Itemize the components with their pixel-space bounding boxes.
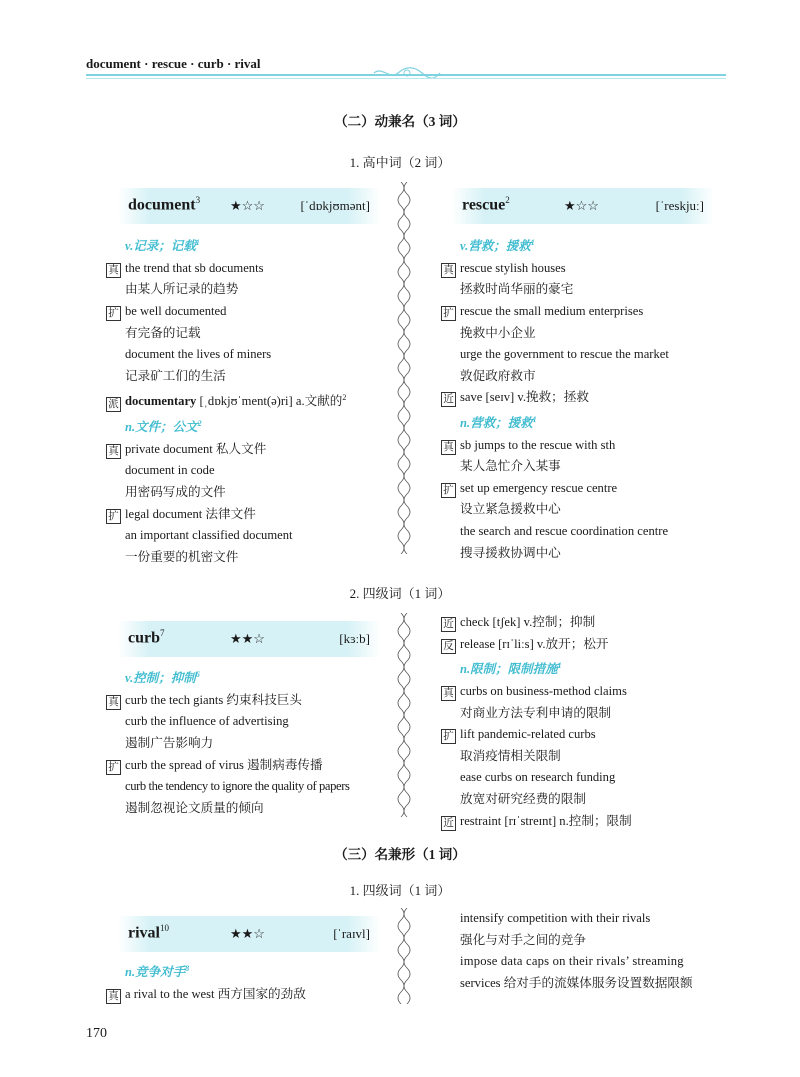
tag-kuo: 扩 [106,760,121,775]
header-rule-thin [86,78,726,79]
headword: curb$^7$ [128,628,165,647]
star-rating: ★★☆ [230,631,265,646]
document-body: v.记录；记载$^1$ 真 the trend that sb documents 由某人所记录的趋势 扩 be well documented 有完备的记载 document the lives of miners 记录矿工们的生活 派 documentary [ˌdɒkjʊˈment(ə)ri] a.文献的$^2$ n.文件；公文$^2$ 真 private document 私人文件 document in code 用密码写成的文件 扩 legal document 法律文件 an important classified document 一份重要的机密文件 [106,232,396,568]
running-header: document · rescue · curb · rival [86,56,261,71]
entry-card-document [118,188,380,224]
sense: n.营救；援救$^1$ [460,414,537,431]
tag-kuo: 扩 [441,729,456,744]
sense: v.营救；援救$^1$ [460,238,535,254]
star-rating: ★☆☆ [230,198,265,213]
tag-kuo: 扩 [441,483,456,498]
tag-pai: 派 [106,397,121,412]
tag-jin: 近 [441,617,456,632]
sense: n.文件；公文$^2$ [125,419,202,435]
phonetic: [ˈdɒkjʊmənt] [300,198,370,213]
star-rating: ★★☆ [230,926,265,941]
section-title-noun-adj: （三）名兼形（1 词） [334,847,466,862]
tag-fan: 反 [441,639,456,654]
rescue-body: v.营救；援救$^1$ 真 rescue stylish houses 拯救时尚华丽的豪宅 扩 rescue the small medium enterprises 挽救中小企业 urge the government to rescue the market 敦促政府救市 近 save [seɪv] v.挽救；拯救 n.营救；援救$^1$ 真 sb jumps to the rescue with sth 某人急忙介入某事 扩 set up emergency rescue centre 设立紧急援救中心 the search and rescue coordination centre 搜寻援救协调中心 [441,232,741,564]
tag-zhen: 真 [106,444,121,459]
header-rule [86,74,726,76]
tag-jin: 近 [441,392,456,407]
tag-kuo: 扩 [106,509,121,524]
tag-jin: 近 [441,816,456,831]
sense: v.记录；记载$^1$ [125,238,200,254]
page-number: 170 [86,1026,107,1041]
entry-card-rival [118,916,380,952]
tag-zhen: 真 [441,263,456,278]
sense: n.竞争对手$^8$ [125,964,190,980]
headword: document$^3$ [128,195,201,214]
sense: v.控制；抑制$^6$ [125,670,200,686]
header-ornament-icon [372,64,442,82]
phonetic: [ˈreskjuː] [655,198,704,213]
tag-zhen: 真 [106,695,121,710]
column-divider [397,182,411,554]
tag-kuo: 扩 [106,306,121,321]
entry-card-rescue [452,188,714,224]
entry-card-curb [118,621,380,657]
rival-body-left: n.竞争对手$^8$ 真 a rival to the west 西方国家的劲敌 [106,958,396,1005]
tag-zhen: 真 [441,440,456,455]
subsection-cet4-rival: 1. 四级词（1 词） [349,883,451,898]
rival-body-right: intensify competition with their rivals 强化与对手之间的竞争 impose data caps on their rivals’ streaming services 给对手的流媒体服务设置数据限额 [460,911,693,990]
tag-zhen: 真 [441,686,456,701]
subsection-high-school: 1. 高中词（2 词） [349,155,451,170]
column-divider [397,613,411,821]
star-rating: ★☆☆ [564,198,599,213]
curb-body-right: 近 check [tʃek] v.控制；抑制 反 release [rɪˈliːs] v.放开；松开 n.限制；限制措施$^1$ 真 curbs on business-method claims 对商业方法专利申请的限制 扩 lift pandemic-related curbs 取消疫情相关限制 ease curbs on research funding 放宽对研究经费的限制 近 restraint [rɪˈstreɪnt] n.控制；限制 [441,612,741,832]
section-title-verb-noun: （二）动兼名（3 词） [334,114,466,129]
sense: n.限制；限制措施$^1$ [460,661,562,677]
phonetic: [kɜːb] [339,631,370,646]
headword: rescue$^2$ [462,195,510,214]
headword: rival$^{10}$ [128,923,169,942]
column-divider [397,908,411,1004]
tag-kuo: 扩 [441,306,456,321]
phonetic: [ˈraɪvl] [333,926,370,941]
tag-zhen: 真 [106,989,121,1004]
tag-zhen: 真 [106,263,121,278]
subsection-cet4: 2. 四级词（1 词） [349,586,451,601]
curb-body-left: v.控制；抑制$^6$ 真 curb the tech giants 约束科技巨头 curb the influence of advertising 遏制广告影响力 扩 curb the spread of virus 遏制病毒传播 curb the tendency to ignore the quality of papers 遏制忽视论文质量的倾向 [106,664,396,819]
